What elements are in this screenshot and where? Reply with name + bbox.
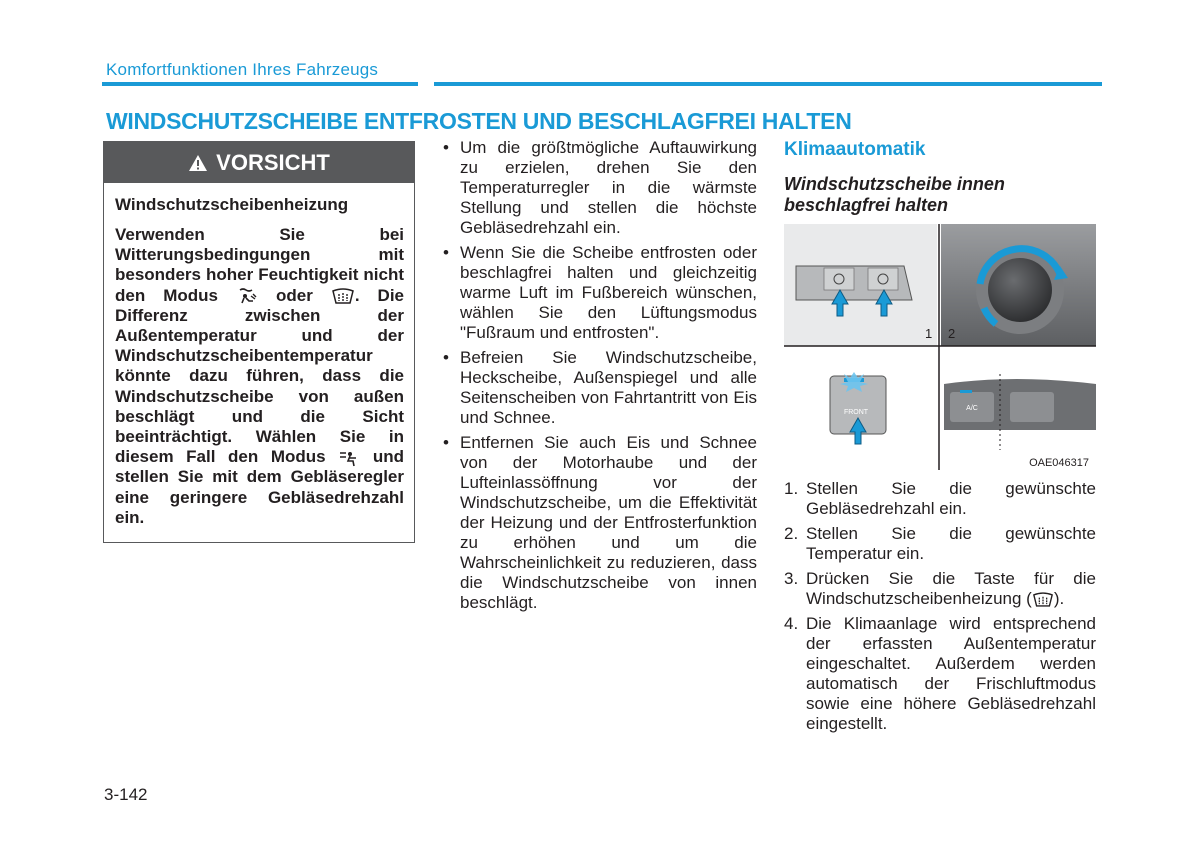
step-item bbox=[784, 569, 1096, 609]
step-item bbox=[784, 614, 1096, 734]
step-text: Drücken Sie die Taste für die Windschutzscheibenheizung ( bbox=[806, 569, 1096, 608]
caution-text bbox=[115, 225, 404, 528]
caution-box bbox=[103, 141, 415, 543]
right-column bbox=[784, 138, 1096, 216]
step-item bbox=[784, 524, 1096, 564]
subsection-heading: Windschutzscheibe innen beschlagfrei halten bbox=[784, 174, 1005, 215]
caution-label: VORSICHT bbox=[216, 149, 330, 175]
bullet-item: • Wenn Sie die Scheibe entfrosten oder beschlagfrei halten und gleichzeitig warme Luft im Fußbereich wünschen, wählen Sie den Lüftungsmodus "Fußraum und entfrosten". bbox=[442, 243, 757, 343]
caution-text-part: Verwenden Sie bei Witterungsbedingungen mit besonders hoher Feuchtigkeit nicht den Modus bbox=[115, 225, 404, 305]
caution-body bbox=[104, 183, 414, 528]
defrost-mode-icon bbox=[1032, 591, 1054, 608]
bullet-item: • Befreien Sie Windschutzscheibe, Heckscheibe, Außenspiegel und alle Seitenscheiben von Fahrtantritt von Eis und Schnee. bbox=[442, 348, 757, 428]
figure-code: OAE046317 bbox=[1029, 457, 1089, 469]
step-text: Stellen Sie die gewünschte Gebläsedrehzahl ein. bbox=[806, 479, 1096, 518]
climate-control-figure bbox=[784, 224, 1096, 470]
figure-illustration bbox=[784, 224, 1096, 470]
step-list bbox=[784, 479, 1096, 739]
step-text: Die Klimaanlage wird entsprechend der erfassten Außentemperatur eingeschaltet. Außerdem werden automatisch der Frischluftmodus sowie eine höhere Gebläsedrehzahl eingestellt. bbox=[806, 614, 1096, 733]
step-number: 1. bbox=[784, 479, 799, 498]
bullet-item: • Entfernen Sie auch Eis und Schnee von der Motorhaube und der Lufteinlassöffnung vor der Windschutzscheibe, um die Effektivität der Heizung und der Entfrosterfunktion zu erhöhen und um die Wahrscheinlichkeit zu reduzieren, dass die Windschutzscheibe von innen beschlägt. bbox=[442, 433, 757, 613]
page-number: 3-142 bbox=[104, 785, 148, 804]
bullet-item: • Um die größtmögliche Auftauwirkung zu erzielen, drehen Sie den Temperaturregler in die wärmste Stellung und stellen die höchste Gebläsedrehzahl ein. bbox=[442, 138, 757, 238]
panel-label-2: 2 bbox=[948, 326, 956, 341]
floor-defrost-mode-icon bbox=[236, 287, 258, 305]
defrost-mode-icon bbox=[331, 287, 355, 305]
face-floor-mode-icon bbox=[338, 449, 360, 467]
step-number: 4. bbox=[784, 614, 799, 633]
step-number: 2. bbox=[784, 524, 799, 543]
caution-text-part: oder bbox=[275, 285, 313, 305]
step-item bbox=[784, 479, 1096, 519]
panel-label-1: 1 bbox=[925, 326, 933, 341]
caution-text-part: . Die Differenz zwischen der Außentemperatur und der Windschutzscheibentemperatur könnte dazu führen, dass die Windschutzscheibe von außen beschlägt und die Sicht beeinträchtigt. Wählen Sie in diesem Fall den Modus bbox=[115, 285, 404, 467]
header-rule bbox=[102, 82, 1102, 86]
section-heading: Klimaautomatik bbox=[784, 139, 926, 160]
header-rule-gap bbox=[418, 82, 434, 86]
running-header: Komfortfunktionen Ihres Fahrzeugs bbox=[106, 60, 379, 79]
warning-triangle-icon bbox=[188, 154, 208, 172]
caution-text-part: und stellen Sie mit dem Gebläseregler eine geringere Gebläsedrehzahl ein. bbox=[115, 447, 404, 527]
ac-button-label: A/C bbox=[966, 405, 978, 412]
step-text: ). bbox=[1053, 589, 1065, 608]
step-number: 3. bbox=[784, 569, 799, 588]
caution-header bbox=[104, 142, 414, 183]
caution-subtitle: Windschutzscheibenheizung bbox=[115, 195, 349, 214]
bullet-list bbox=[442, 138, 757, 613]
bullet-column bbox=[442, 138, 757, 618]
front-button-label: FRONT bbox=[843, 409, 869, 416]
step-text: Stellen Sie die gewünschte Temperatur ein. bbox=[806, 524, 1096, 563]
page-title: WINDSCHUTZSCHEIBE ENTFROSTEN UND BESCHLAGFREI HALTEN bbox=[106, 108, 852, 134]
